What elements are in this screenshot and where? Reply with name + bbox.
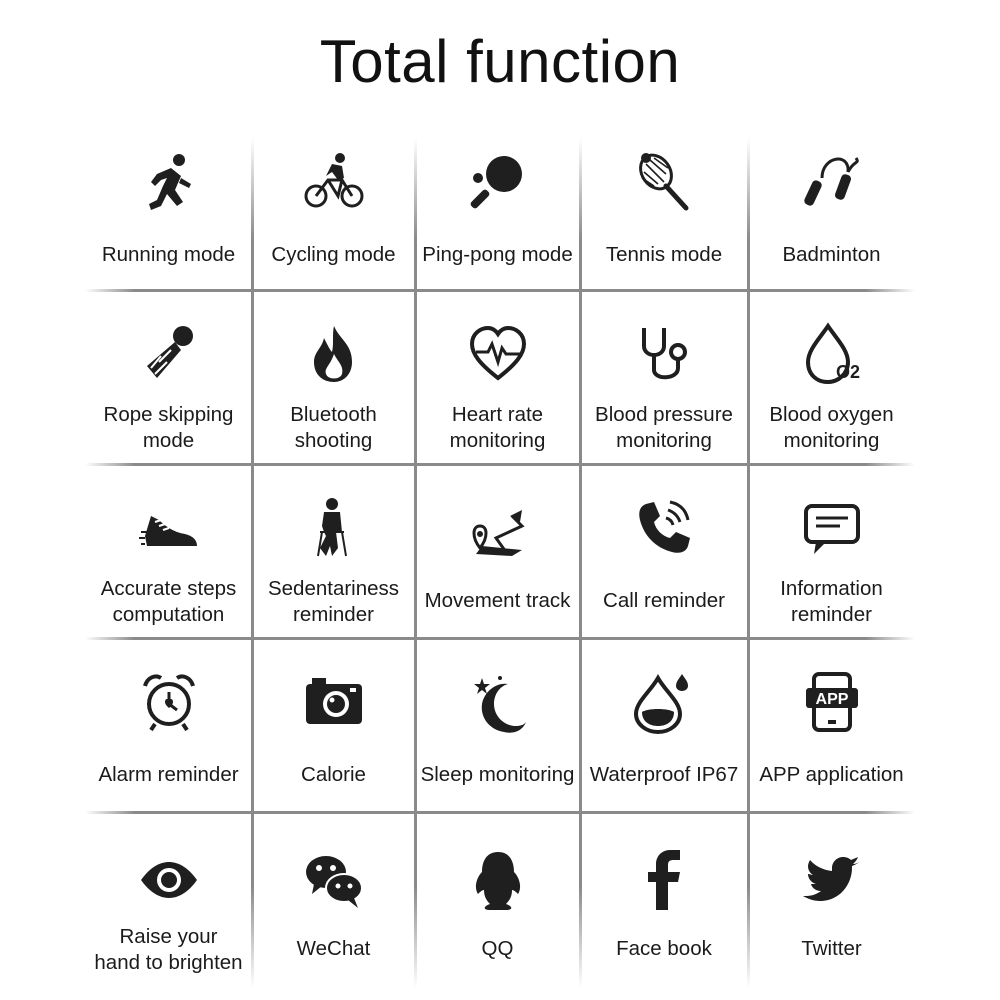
feature-cell [580, 464, 748, 638]
tennis-icon [632, 150, 696, 214]
phone-icon [632, 496, 696, 560]
feature-cell [415, 464, 580, 638]
eye-icon [137, 848, 201, 912]
feature-label: Heart rate monitoring [449, 403, 546, 452]
facebook-icon [632, 848, 696, 912]
feature-cell [85, 290, 252, 464]
sitting-person-icon [302, 496, 366, 560]
feature-grid [85, 118, 915, 988]
route-icon [466, 496, 530, 560]
feature-label: Bluetooth shooting [290, 403, 377, 452]
feature-label: Movement track [424, 589, 571, 612]
feature-cell [580, 290, 748, 464]
feature-label: APP application [759, 763, 904, 786]
svg-text:APP: APP [815, 691, 848, 708]
feature-cell [415, 638, 580, 812]
feature-cell [580, 118, 748, 290]
wechat-icon [302, 848, 366, 912]
feature-cell [748, 290, 915, 464]
feature-label: WeChat [296, 937, 371, 960]
running-icon [137, 150, 201, 214]
feature-cell [748, 464, 915, 638]
feature-cell [252, 118, 415, 290]
page-title: Total function [319, 28, 681, 95]
feature-label: Waterproof IP67 [589, 763, 739, 786]
svg-text:O2: O2 [835, 362, 860, 382]
jump-rope-icon [800, 150, 864, 214]
feature-cell [748, 638, 915, 812]
feature-label: Blood oxygen monitoring [769, 403, 894, 452]
feature-label: Ping-pong mode [422, 243, 573, 266]
feature-label: Badminton [782, 243, 881, 266]
feature-cell [748, 118, 915, 290]
shoe-icon [137, 496, 201, 560]
feature-cell [85, 118, 252, 290]
feature-label: Accurate steps computation [100, 577, 237, 626]
feature-cell [252, 812, 415, 988]
app-phone-icon [800, 670, 864, 734]
feature-cell [415, 118, 580, 290]
feature-label: Calorie [301, 763, 366, 786]
twitter-icon [800, 848, 864, 912]
blood-oxygen-icon [800, 322, 864, 386]
feature-label: Sleep monitoring [420, 763, 575, 786]
moon-star-icon [466, 670, 530, 734]
grid-divider-vertical [579, 138, 582, 988]
feature-cell [580, 812, 748, 988]
feature-label: Rope skipping mode [103, 403, 234, 452]
feature-cell [85, 638, 252, 812]
grid-divider-horizontal [85, 811, 915, 814]
feature-label: Twitter [801, 937, 862, 960]
grid-divider-vertical [251, 138, 254, 988]
ping-pong-icon [466, 150, 530, 214]
feature-label: Running mode [101, 243, 236, 266]
feature-label: Call reminder [603, 589, 725, 612]
grid-divider-horizontal [85, 637, 915, 640]
feature-cell [252, 290, 415, 464]
cycling-icon [302, 150, 366, 214]
qq-penguin-icon [466, 848, 530, 912]
shuttlecock-icon [137, 322, 201, 386]
feature-cell [415, 812, 580, 988]
feature-label: QQ [481, 937, 514, 960]
stethoscope-icon [632, 322, 696, 386]
grid-divider-horizontal [85, 289, 915, 292]
grid-divider-horizontal [85, 463, 915, 466]
feature-cell [580, 638, 748, 812]
feature-label: Face book [616, 937, 712, 960]
alarm-clock-icon [137, 670, 201, 734]
feature-label: Alarm reminder [98, 763, 239, 786]
feature-cell [85, 812, 252, 988]
heart-rate-icon [466, 322, 530, 386]
feature-label: Information reminder [780, 577, 883, 626]
grid-divider-vertical [414, 138, 417, 988]
grid-divider-vertical [747, 138, 750, 988]
flame-icon [302, 322, 366, 386]
feature-cell [415, 290, 580, 464]
water-drop-icon [632, 670, 696, 734]
feature-label: Cycling mode [271, 243, 396, 266]
feature-label: Sedentariness reminder [267, 577, 400, 626]
feature-cell [748, 812, 915, 988]
feature-label: Blood pressure monitoring [595, 403, 733, 452]
feature-cell [252, 464, 415, 638]
feature-label: Raise your hand to brighten [94, 925, 243, 974]
feature-label: Tennis mode [605, 243, 723, 266]
feature-cell [252, 638, 415, 812]
message-icon [800, 496, 864, 560]
camera-icon [302, 670, 366, 734]
feature-cell [85, 464, 252, 638]
